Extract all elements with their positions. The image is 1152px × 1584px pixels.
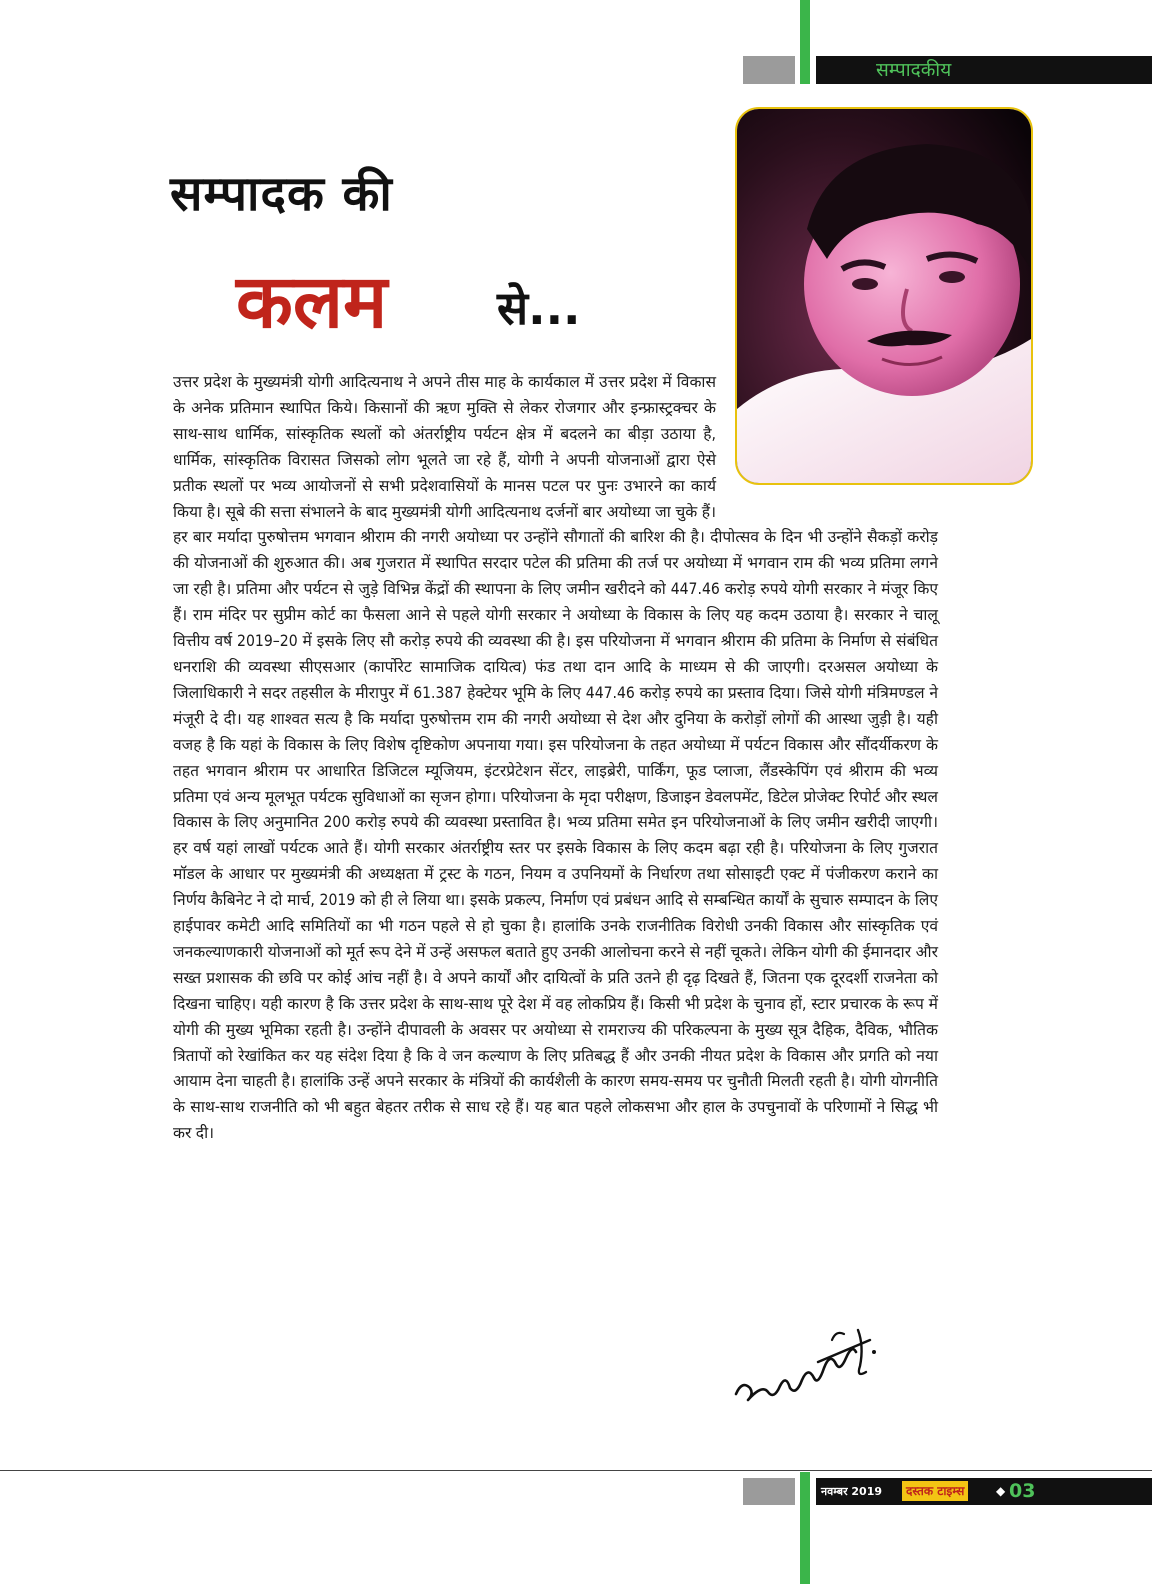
page-number: 03 — [1009, 1480, 1036, 1502]
editorial-body — [173, 370, 938, 1147]
footer-rule — [0, 1470, 1152, 1471]
photo-float-spacer — [716, 370, 938, 504]
section-header-bar — [816, 56, 1152, 84]
footer-date: नवम्बर 2019 — [821, 1485, 883, 1498]
section-label: सम्पादकीय — [876, 59, 952, 81]
magazine-logo: दस्तक टाइम्स — [902, 1481, 968, 1501]
green-accent-bar-bottom — [800, 1472, 810, 1584]
editorial-body-text: उत्तर प्रदेश के मुख्यमंत्री योगी आदित्यनाथ ने अपने तीस माह के कार्यकाल में उत्तर प्रदेश में विकास के अनेक प्रतिमान स्थापित किये। किसानों की ऋण मुक्ति से लेकर रोजगार और इन्फ्रास्ट्रक्चर के साथ-साथ धार्मिक, सांस्कृतिक स्थलों को अंतर्राष्ट्रीय पर्यटन क्षेत्र में बदलने का बीड़ा उठाया है, धार्मिक, सांस्कृतिक विरासत जिसको लोग भूलते जा रहे हैं, योगी ने अपनी योजनाओं द्वारा ऐसे प्रतीक स्थलों पर भव्य आयोजनों से सभी प्रदेशवासियों के मानस पटल पर पुनः उभारने का कार्य किया है। सूबे की सत्ता संभालने के बाद मुख्यमंत्री योगी आदित्यनाथ दर्जनों बार अयोध्या जा चुके हैं। हर बार मर्यादा पुरुषोत्तम भगवान श्रीराम की नगरी अयोध्या पर उन्होंने सौगातों की बारिश की है। दीपोत्सव के दिन भी उन्होंने सैकड़ों करोड़ की योजनाओं की शुरुआत की। अब गुजरात में स्थापित सरदार पटेल की प्रतिमा की तर्ज पर अयोध्या में भगवान राम की भव्य प्रतिमा लगने जा रही है। प्रतिमा और पर्यटन से जुड़े विभिन्न केंद्रों की स्थापना के लिए जमीन खरीदने को 447.46 करोड़ रुपये योगी सरकार ने मंजूर किए हैं। राम मंदिर पर सुप्रीम कोर्ट का फैसला आने से पहले योगी सरकार ने अयोध्या के विकास के लिए यह कदम उठाया है। सरकार ने चालू वित्तीय वर्ष 2019–20 में इसके लिए सौ करोड़ रुपये की व्यवस्था की है। इस परियोजना में भगवान श्रीराम की प्रतिमा के निर्माण से संबंधित धनराशि की व्यवस्था सीएसआर (कार्पोरेट सामाजिक दायित्व) फंड तथा दान आदि के माध्यम से की जाएगी। दरअसल अयोध्या के जिलाधिकारी ने सदर तहसील के मीरापुर में 61.387 हेक्टेयर भूमि के लिए 447.46 करोड़ रुपये का प्रस्ताव दिया। जिसे योगी मंत्रिमण्डल ने मंजूरी दे दी। यह शाश्वत सत्य है कि मर्यादा पुरुषोत्तम राम की नगरी अयोध्या से देश और दुनिया के करोड़ों लोगों की आस्था जुड़ी है। यही वजह है कि यहां के विकास के लिए विशेष दृष्टिकोण अपनाया गया। इस परियोजना के तहत अयोध्या में पर्यटन विकास और सौंदर्यीकरण के तहत भगवान श्रीराम पर आधारित डिजिटल म्यूजियम, इंटरप्रेटेशन सेंटर, लाइब्रेरी, पार्किंग, फूड प्लाजा, लैंडस्केपिंग एवं श्रीराम की भव्य प्रतिमा एवं अन्य मूलभूत पर्यटक सुविधाओं का सृजन होगा। परियोजना के मृदा परीक्षण, डिजाइन डेवलपमेंट, डिटेल प्रोजेक्ट रिपोर्ट और स्थल विकास के लिए अनुमानित 200 करोड़ रुपये की व्यवस्था प्रस्तावित है। भव्य प्रतिमा समेत इन परियोजनाओं के लिए जमीन खरीदी जाएगी। हर वर्ष यहां लाखों पर्यटक आते हैं। योगी सरकार अंतर्राष्ट्रीय स्तर पर इसके विकास के लिए कदम बढ़ा रही है। परियोजना के लिए गुजरात मॉडल के आधार पर मुख्यमंत्री की अध्यक्षता में ट्रस्ट के गठन, नियम व उपनियमों के निर्धारण तथा सोसाइटी एक्ट में पंजीकरण कराने का निर्णय कैबिनेट ने दो मार्च, 2019 को ही ले लिया था। इसके प्रकल्प, निर्माण एवं प्रबंधन आदि से सम्बन्धित कार्यों के सुचारु सम्पादन के लिए हाईपावर कमेटी आदि समितियों का भी गठन पहले से हो चुका है। हालांकि उनके राजनीतिक विरोधी उनकी विकास और सांस्कृतिक एवं जनकल्याणकारी योजनाओं को मूर्त रूप देने में उन्हें असफल बताते हुए उनकी आलोचना करने से नहीं चूकते। लेकिन योगी की ईमानदार और सख्त प्रशासक की छवि पर कोई आंच नहीं है। वे अपने कार्यों और दायित्वों के प्रति उतने ही दृढ़ दिखते हैं, जितना एक दूरदर्शी राजनेता को दिखना चाहिए। यही कारण है कि उत्तर प्रदेश के साथ-साथ पूरे देश में वह लोकप्रिय हैं। किसी भी प्रदेश के चुनाव हों, स्टार प्रचारक के रूप में योगी की मुख्य भूमिका रहती है। उन्होंने दीपावली के अवसर पर अयोध्या से रामराज्य की परिकल्पना के मुख्य सूत्र दैहिक, दैविक, भौतिक त्रितापों को रेखांकित कर यह संदेश दिया है कि वे जन कल्याण के लिए प्रतिबद्ध हैं और उनकी नीयत प्रदेश के विकास और प्रगति को नया आयाम देना चाहती है। हालांकि उन्हें अपने सरकार के मंत्रियों की कार्यशैली के कारण समय-समय पर चुनौती मिलती रहती है। योगी योगनीति के साथ-साथ राजनीति को भी बहुत बेहतर तरीक से साध रहे हैं। यह बात पहले लोकसभा और हाल के उपचुनावों के परिणामों ने सिद्ध भी कर दी। — [173, 373, 938, 1143]
green-accent-bar-top — [800, 0, 810, 84]
page-title-line2-rest: से... — [497, 281, 581, 335]
gray-tab-bottom — [743, 1478, 795, 1505]
footer-bullet-icon: ◆ — [996, 1484, 1006, 1498]
page-title-line1: सम्पादक की — [170, 166, 393, 222]
page-title-highlight: कलम — [236, 259, 388, 345]
handwritten-signature — [728, 1322, 878, 1412]
gray-tab-top — [743, 56, 795, 84]
